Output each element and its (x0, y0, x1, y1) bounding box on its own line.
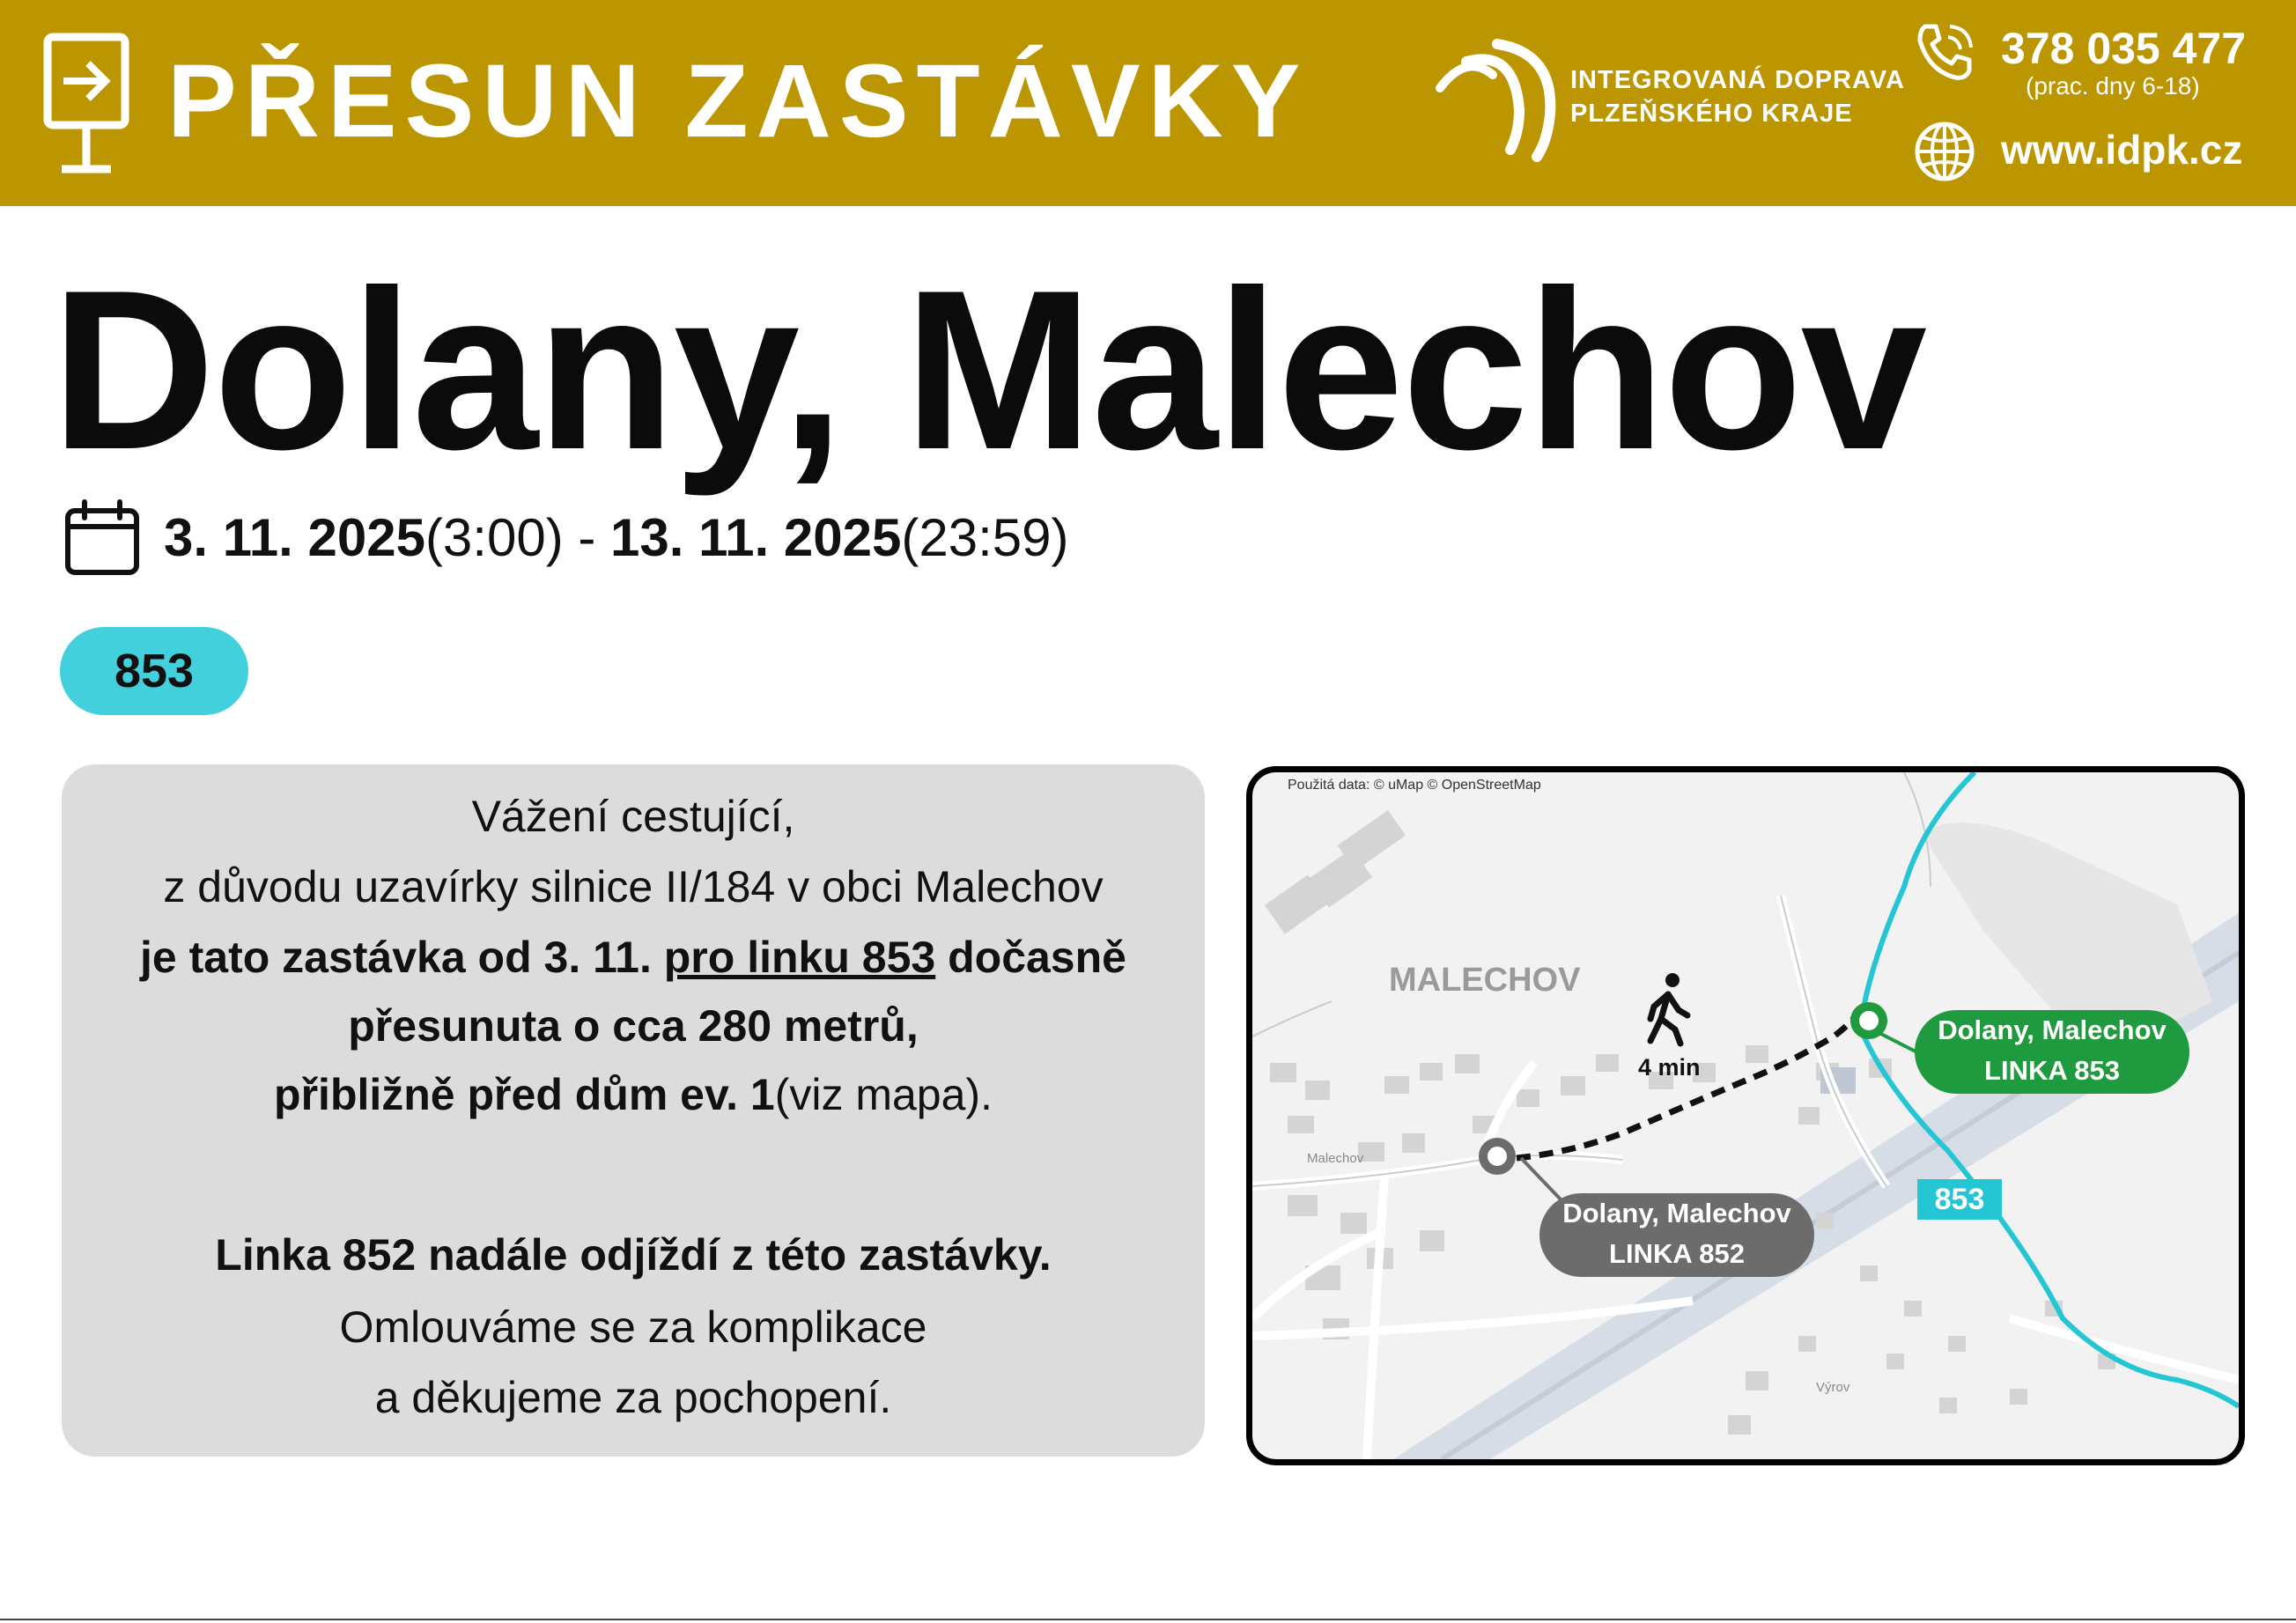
globe-icon (1913, 120, 1976, 183)
pedestrian-icon (1650, 973, 1687, 1044)
map-town-label: MALECHOV (1389, 962, 1581, 999)
phone-hours: (prac. dny 6-18) (2026, 72, 2200, 100)
bottom-divider (0, 1619, 2296, 1620)
idpk-logo-icon (1431, 35, 1563, 163)
map-attribution: Použitá data: © uMap © OpenStreetMap (1288, 778, 1541, 793)
moved-part-2: dočasně (948, 933, 1126, 982)
map-graphic (1252, 772, 2239, 1459)
phone-number: 378 035 477 (2001, 24, 2247, 73)
to-time: (23:59) (901, 508, 1069, 567)
website-link[interactable]: www.idpk.cz (2001, 127, 2243, 173)
apology-line-2: a děkujeme za pochopení. (374, 1373, 892, 1422)
apology-line-1: Omlouváme se za komplikace (339, 1302, 927, 1352)
new-stop-name: Dolany, Malechov (1938, 1014, 2167, 1045)
header-bar (0, 0, 2296, 206)
old-stop-line: LINKA 852 (1609, 1238, 1745, 1269)
location-text (62, 1060, 1205, 1129)
map (1246, 766, 2245, 1465)
message-box (62, 764, 1205, 1457)
logo-line-1: INTEGROVANÁ DOPRAVA (1570, 66, 1905, 94)
old-stop-name: Dolany, Malechov (1562, 1198, 1791, 1228)
moved-part-1: je tato zastávka od 3. 11. (140, 933, 652, 982)
greeting: Vážení cestující, (471, 792, 795, 841)
new-stop-line: LINKA 853 (1984, 1055, 2120, 1086)
walk-time: 4 min (1638, 1054, 1701, 1081)
moved-text (62, 923, 1205, 992)
location-rest: (viz mapa). (774, 1070, 993, 1119)
page-title: PŘESUN ZASTÁVKY (167, 43, 1309, 159)
stop-sign-icon (42, 32, 130, 177)
calendar-icon (63, 498, 141, 576)
logo-line-2: PLZEŇSKÉHO KRAJE (1570, 100, 1853, 128)
stop-name: Dolany, Malechov (51, 242, 1926, 497)
validity-period (164, 504, 1068, 572)
reason-text: z důvodu uzavírky silnice II/184 v obci Malechov (163, 862, 1104, 911)
from-date: 3. 11. 2025 (164, 508, 425, 567)
map-route-badge: 853 (1917, 1179, 2002, 1220)
moved-distance: přesunuta o cca 280 metrů, (348, 1001, 919, 1051)
map-label-vyrov: Výrov (1816, 1380, 1850, 1395)
moved-line-link: pro linku 853 (663, 933, 936, 982)
old-stop-callout (1539, 1193, 1814, 1277)
phone-icon (1913, 21, 1976, 85)
from-time: (3:00) (425, 508, 564, 567)
date-separator: - (578, 508, 596, 567)
line852-text: Linka 852 nadále odjíždí z této zastávky. (215, 1230, 1052, 1280)
map-label-malechov: Malechov (1307, 1151, 1364, 1166)
new-stop-callout (1915, 1010, 2189, 1094)
location-bold: přibližně před dům ev. 1 (274, 1070, 775, 1119)
to-date: 13. 11. 2025 (610, 508, 902, 567)
idpk-logo-text (1570, 63, 1905, 130)
line-badge: 853 (60, 627, 248, 715)
